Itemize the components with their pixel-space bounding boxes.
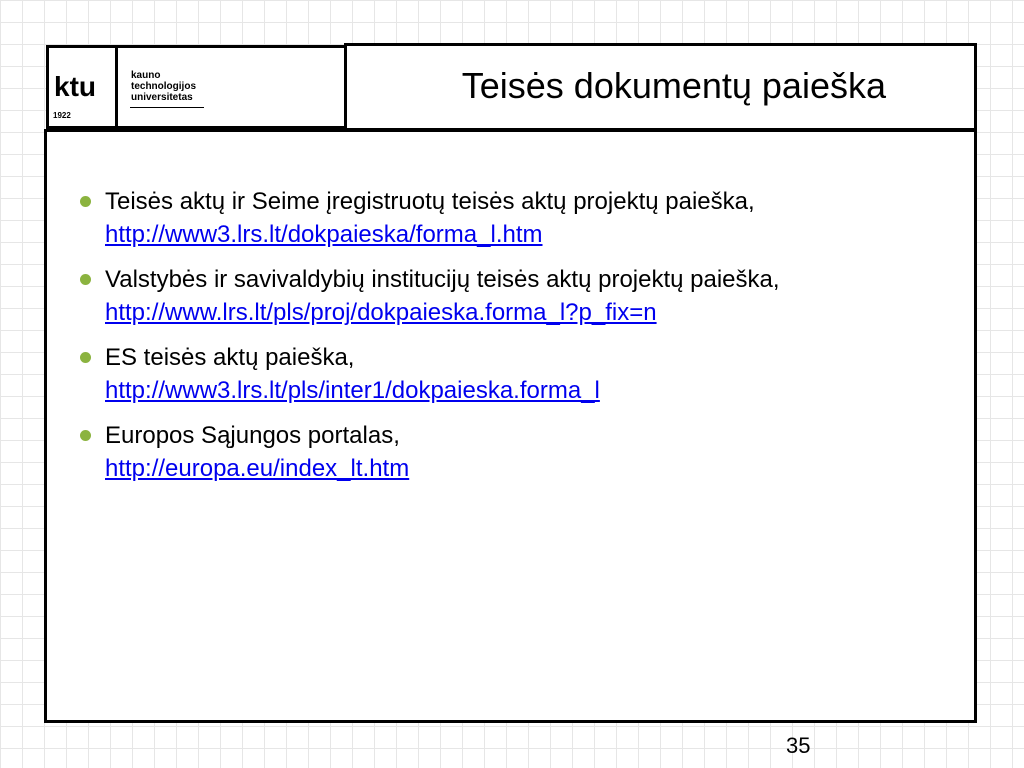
bullet-dot-icon [80, 196, 91, 207]
bullet-item [80, 341, 950, 407]
link-europa-portal[interactable]: http://europa.eu/index_lt.htm [105, 455, 410, 482]
link-lrs-document-search[interactable]: http://www3.lrs.lt/dokpaieska/forma_l.htm [105, 221, 543, 248]
link-eu-legal-search[interactable]: http://www3.lrs.lt/pls/inter1/dokpaieska.forma_l [105, 377, 600, 404]
bullet-text: Europos Sąjungos portalas, [105, 422, 400, 449]
bullet-dot-icon [80, 352, 91, 363]
link-lrs-project-search[interactable]: http://www.lrs.lt/pls/proj/dokpaieska.forma_l?p_fix=n [105, 299, 657, 326]
logo-year: 1922 [53, 111, 71, 120]
bullet-item [80, 263, 950, 329]
logo-abbreviation: ktu [54, 71, 96, 102]
bullet-text: Valstybės ir savivaldybių institucijų teisės aktų projektų paieška, [105, 266, 780, 293]
logo-name-line: kauno [131, 70, 161, 81]
title-box [344, 43, 977, 131]
bullet-dot-icon [80, 430, 91, 441]
bullet-dot-icon [80, 274, 91, 285]
logo-name-line: universitetas [131, 92, 193, 103]
page-number: 35 [786, 733, 811, 758]
logo-underline [130, 107, 204, 108]
logo-name-line: technologijos [131, 81, 196, 92]
bullet-list [80, 185, 950, 497]
content-box [44, 129, 977, 723]
bullet-item [80, 185, 950, 251]
university-logo [46, 45, 118, 129]
bullet-text: ES teisės aktų paieška, [105, 344, 355, 371]
logo-name-area [118, 45, 346, 129]
slide-title: Teisės dokumentų paieška [461, 65, 886, 106]
logo-university-name [131, 70, 196, 103]
bullet-text: Teisės aktų ir Seime įregistruotų teisės aktų projektų paieška, [105, 188, 755, 215]
bullet-item [80, 419, 950, 485]
